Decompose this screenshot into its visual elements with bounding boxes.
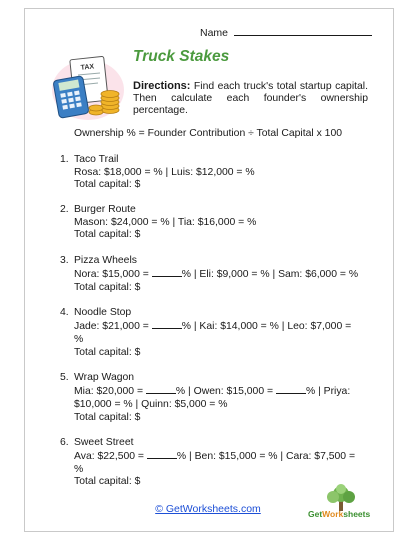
directions-text: Find each truck's total startup capital. Then calculate each founder's ownership percentage.	[133, 81, 368, 117]
problem-6	[60, 437, 360, 489]
truck-name: Sweet Street	[74, 436, 134, 448]
contribution-line	[74, 267, 360, 282]
answer-blank	[152, 267, 182, 277]
answer-blank	[147, 449, 177, 459]
answer-blank	[276, 384, 306, 394]
total-capital: Total capital: $	[74, 411, 141, 423]
brand-part: Get	[308, 509, 323, 519]
problem-number: 3.	[60, 254, 69, 266]
total-capital: Total capital: $	[74, 346, 141, 358]
problem-number: 6.	[60, 436, 69, 448]
problem-number: 5.	[60, 371, 69, 383]
contribution-text: % | Kai: $14,000 = % | Leo: $7,000 = %	[74, 321, 352, 346]
total-capital: Total capital: $	[74, 281, 141, 293]
name-blank-line	[234, 25, 372, 36]
total-capital: Total capital: $	[74, 179, 141, 191]
contribution-text: % | Ben: $15,000 = % | Cara: $7,500 = %	[74, 451, 356, 475]
ownership-formula: Ownership % = Founder Contribution ÷ Total Capital x 100	[73, 128, 343, 139]
tax-calculator-coins-illustration	[48, 52, 128, 122]
problem-1	[60, 154, 360, 192]
truck-name: Noodle Stop	[74, 306, 132, 318]
contribution-line	[74, 449, 360, 476]
contribution-text: % | Owen: $15,000 =	[175, 386, 276, 398]
contribution-text: Jade: $21,000 =	[74, 321, 152, 333]
contribution-text: Nora: $15,000 =	[74, 269, 152, 281]
name-label: Name	[200, 27, 229, 39]
contribution-line-2: $10,000 = % | Quinn: $5,000 = %	[74, 398, 228, 410]
contribution-text: % | Eli: $9,000 = % | Sam: $6,000 = %	[181, 269, 359, 281]
brand-wordmark	[308, 509, 370, 519]
name-field	[200, 25, 375, 39]
truck-name: Taco Trail	[74, 154, 119, 165]
contribution-line: Mason: $24,000 = % | Tia: $16,000 = %	[74, 216, 257, 228]
brand-part: sheets	[343, 509, 371, 519]
contribution-line: Rosa: $18,000 = % | Luis: $12,000 = %	[74, 166, 255, 178]
contribution-text: Ava: $22,500 =	[74, 451, 147, 463]
truck-name: Wrap Wagon	[74, 371, 135, 383]
problem-4	[60, 307, 360, 359]
problem-2	[60, 204, 360, 242]
answer-blank	[152, 319, 182, 329]
contribution-text: Mia: $20,000 =	[74, 386, 146, 398]
answer-blank	[146, 384, 176, 394]
problem-list	[60, 154, 360, 501]
total-capital: Total capital: $	[74, 476, 141, 488]
problem-number: 1.	[60, 154, 69, 165]
truck-name: Pizza Wheels	[74, 254, 137, 266]
contribution-line	[74, 319, 360, 346]
problem-3	[60, 255, 360, 295]
problem-number: 4.	[60, 306, 69, 318]
contribution-line	[74, 384, 360, 399]
tax-label: TAX	[80, 63, 95, 72]
getworksheets-logo	[308, 484, 374, 522]
tree-logo-icon	[308, 484, 374, 512]
worksheet-title: Truck Stakes	[133, 48, 230, 65]
contribution-text: % | Priya:	[305, 386, 351, 398]
truck-name: Burger Route	[74, 204, 136, 216]
getworksheets-link[interactable]: © GetWorksheets.com	[155, 503, 261, 515]
problem-number: 2.	[60, 204, 69, 216]
total-capital: Total capital: $	[74, 229, 141, 241]
directions	[133, 80, 368, 118]
brand-part: Work	[322, 509, 344, 519]
directions-label: Directions:	[133, 80, 191, 92]
problem-5	[60, 372, 360, 424]
